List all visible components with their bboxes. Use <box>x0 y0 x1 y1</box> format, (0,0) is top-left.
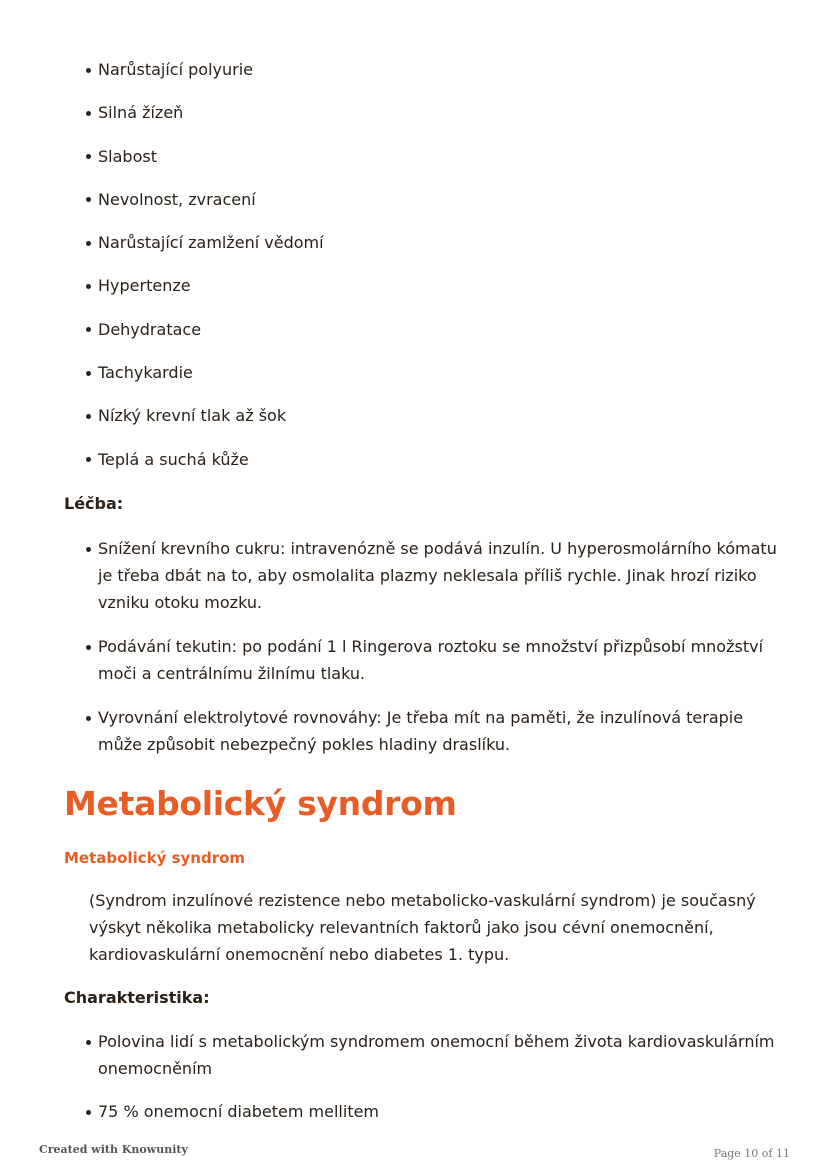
list-item: Nízký krevní tlak až šok <box>0 402 828 429</box>
characteristics-label-text: Charakteristika <box>64 988 204 1007</box>
section-title: Metabolický syndrom <box>64 784 457 823</box>
list-item: Tachykardie <box>0 359 828 386</box>
list-item: Narůstající polyurie <box>0 56 828 83</box>
list-item: Vyrovnání elektrolytové rovnováhy: Je třeba mít na paměti, že inzulínová terapie může způsobit nebezpečný pokles hladiny draslíku. <box>0 704 828 758</box>
treatment-label: Léčba: <box>64 494 124 513</box>
characteristics-list <box>0 1028 828 1141</box>
page-number: Page 10 of 11 <box>713 1147 790 1160</box>
section-subtitle: Metabolický syndrom <box>64 849 246 867</box>
characteristics-label: Charakteristika: <box>64 988 210 1007</box>
list-item: 75 % onemocní diabetem mellitem <box>0 1098 828 1125</box>
footer-credit: Created with Knowunity <box>39 1143 188 1156</box>
list-item: Teplá a suchá kůže <box>0 446 828 473</box>
list-item: Silná žízeň <box>0 99 828 126</box>
treatment-label-text: Léčba <box>64 494 117 513</box>
list-item: Polovina lidí s metabolickým syndromem onemocní během života kardiovaskulárním onemocněním <box>0 1028 828 1082</box>
list-item: Podávání tekutin: po podání 1 l Ringerova roztoku se množství přizpůsobí množství moči a centrálnímu žilnímu tlaku. <box>0 633 828 687</box>
list-item: Slabost <box>0 143 828 170</box>
list-item: Hypertenze <box>0 272 828 299</box>
list-item: Snížení krevního cukru: intravenózně se podává inzulín. U hyperosmolárního kómatu je třeba dbát na to, aby osmolalita plazmy neklesala příliš rychle. Jinak hrozí riziko vzniku otoku mozku. <box>0 535 828 616</box>
list-item: Dehydratace <box>0 316 828 343</box>
list-item: Nevolnost, zvracení <box>0 186 828 213</box>
definition-paragraph: (Syndrom inzulínové rezistence nebo metabolicko-vaskulární syndrom) je současný výskyt několika metabolicky relevantních faktorů jako jsou cévní onemocnění, kardiovaskulární onemocnění nebo diabetes 1. typu. <box>89 891 756 964</box>
treatment-list <box>0 535 828 775</box>
list-item: Narůstající zamlžení vědomí <box>0 229 828 256</box>
symptom-list <box>0 56 828 489</box>
